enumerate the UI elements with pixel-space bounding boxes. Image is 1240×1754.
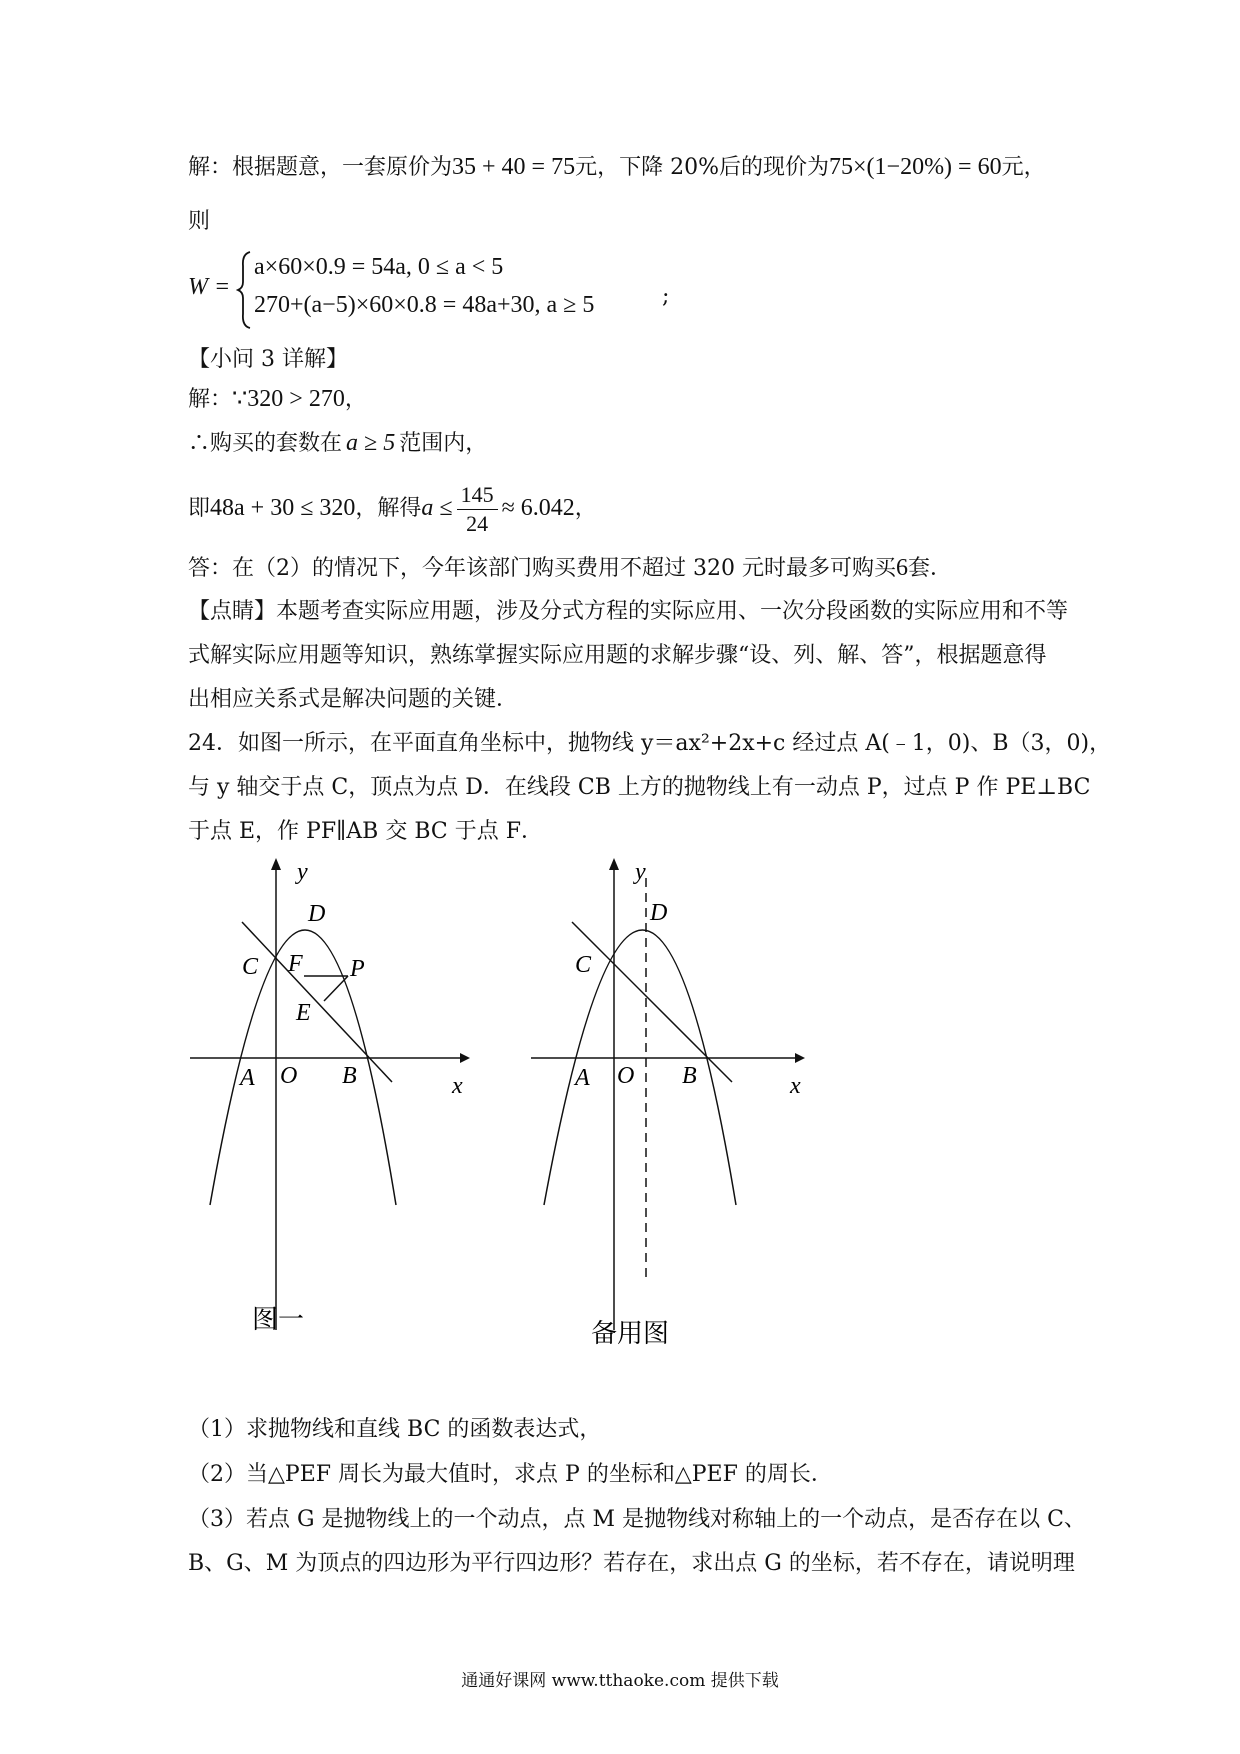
text: 元， (1001, 155, 1046, 180)
w-semicolon: ; (662, 284, 670, 309)
label-x: x (452, 1073, 463, 1099)
text: ，解得 (355, 496, 422, 521)
comment-line-3: 出相应关系式是解决问题的关键． (188, 687, 519, 712)
label-A: A (240, 1065, 255, 1091)
w-case-2: 270+(a−5)×60×0.8 = 48a+30, a ≥ 5 (254, 292, 595, 318)
text: 解：根据题意，一套原价为 (188, 155, 453, 180)
question-24-line-3: 于点 E，作 PF∥AB 交 BC 于点 F． (188, 819, 543, 844)
fraction (457, 481, 498, 538)
solution-line-7 (188, 478, 597, 539)
question-24-line-2: 与 y 轴交于点 C，顶点为点 D．在线段 CB 上方的抛物线上有一动点 P，过点 P 作 PE⊥BC (188, 775, 1091, 800)
label-C: C (242, 954, 259, 980)
text: ， (574, 496, 597, 521)
figure-2 (525, 850, 825, 1360)
label-C: C (575, 952, 592, 978)
solution-line-5 (188, 384, 367, 415)
fraction-denominator: 24 (466, 510, 489, 536)
comment-line-2: 式解实际应用题等知识，熟练掌握实际应用题的求解步骤“设、列、解、答”，根据题意得 (188, 643, 1047, 668)
text: 范围内， (399, 431, 488, 456)
label-F: F (288, 951, 303, 977)
label-E: E (296, 1000, 311, 1026)
subquestion-3-line-2: B、G、M 为顶点的四边形为平行四边形？若存在，求出点 G 的坐标，若不存在，请说明理 (188, 1551, 1075, 1576)
label-O: O (617, 1063, 635, 1089)
label-y: y (635, 859, 646, 885)
solution-line-6 (188, 428, 487, 459)
label-B: B (342, 1063, 357, 1089)
fraction-numerator: 145 (457, 481, 498, 510)
label-A: A (575, 1065, 590, 1091)
label-x: x (790, 1073, 801, 1099)
text: 答：在（2）的情况下，今年该部门购买费用不超过 320 元时最多可购买 (188, 556, 896, 581)
figure-2-caption: 备用图 (591, 1319, 670, 1349)
label-O: O (280, 1063, 298, 1089)
label-P: P (350, 956, 365, 982)
text: 套． (907, 556, 952, 581)
math-expr: a ≥ 5 (346, 430, 396, 456)
math-expr: 75×(1−20%) = 60 (829, 154, 1002, 180)
figure-1-caption: 图一 (252, 1305, 305, 1335)
math-expr: 35 + 40 = 75 (452, 154, 576, 180)
math-expr: ∵320 > 270 (232, 386, 345, 412)
question-24-line-1: 24．如图一所示，在平面直角坐标中，抛物线 y＝ax²+2x+c 经过点 A(﹣1，0)、B（3，0)， (188, 731, 1112, 756)
comment-line-1: 【点睛】本题考查实际应用题，涉及分式方程的实际应用、一次分段函数的实际应用和不等 (188, 599, 1069, 624)
page-footer: 通通好课网 www.tthaoke.com 提供下载 (461, 1671, 779, 1691)
text: 元，下降 20%后的现价为 (575, 155, 829, 180)
figure-1 (190, 850, 490, 1340)
label-y: y (297, 859, 308, 885)
label-D: D (650, 900, 668, 926)
solution-line-1 (188, 152, 1046, 183)
left-brace (236, 250, 254, 330)
text: 即 (188, 496, 211, 521)
section-heading: 【小问 3 详解】 (188, 347, 348, 372)
math-expr: a ≤ (421, 495, 453, 521)
w-label: W = (188, 274, 231, 300)
math-expr: ≈ 6.042 (501, 495, 575, 521)
math-expr: 48a + 30 ≤ 320 (210, 495, 356, 521)
solution-line-2: 则 (188, 209, 211, 234)
subquestion-3-line-1: （3）若点 G 是抛物线上的一个动点，点 M 是抛物线对称轴上的一个动点，是否存在以 C、 (188, 1507, 1086, 1532)
label-B: B (682, 1063, 697, 1089)
math-expr: 6 (895, 555, 908, 581)
text: 解： (188, 387, 233, 412)
subquestion-2: （2）当△PEF 周长为最大值时，求点 P 的坐标和△PEF 的周长． (188, 1462, 833, 1487)
label-D: D (308, 901, 326, 927)
text: ， (344, 387, 367, 412)
w-case-1: a×60×0.9 = 54a, 0 ≤ a < 5 (254, 254, 504, 280)
answer-line (188, 553, 952, 584)
text: ∴购买的套数在 (188, 431, 343, 456)
subquestion-1: （1）求抛物线和直线 BC 的函数表达式， (188, 1417, 602, 1442)
